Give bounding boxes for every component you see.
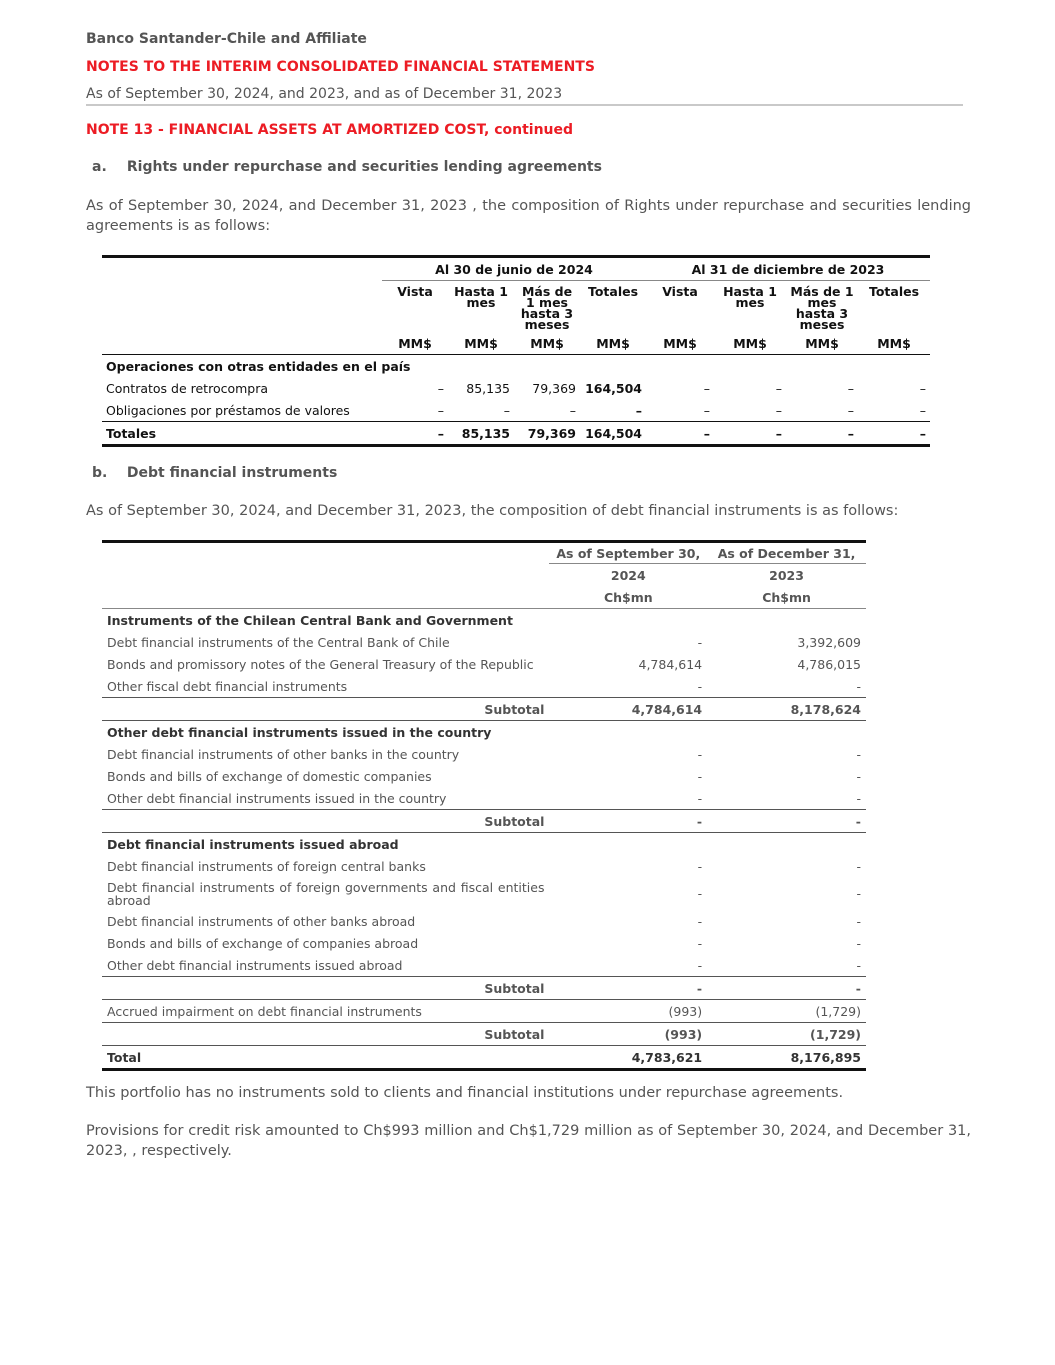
group-title: Debt financial instruments issued abroad	[107, 836, 399, 852]
group-row	[102, 833, 866, 856]
cell: 79,369	[532, 380, 576, 396]
cell: –	[919, 402, 926, 418]
cell: -	[697, 768, 703, 784]
header-spacer	[102, 257, 382, 281]
notes-title: NOTES TO THE INTERIM CONSOLIDATED FINANCIAL STATEMENTS	[86, 59, 595, 75]
cell: –	[775, 402, 782, 418]
cell: –	[703, 380, 710, 396]
col-hasta-1-mes: Hasta 1 mes	[723, 284, 777, 310]
subtotal-row	[102, 1023, 866, 1046]
cell: 4,784,614	[549, 698, 707, 721]
cell: 3,392,609	[797, 634, 861, 650]
cell: 4,784,614	[638, 656, 703, 672]
section-b-title: Debt financial instruments	[126, 465, 338, 481]
cell: -	[697, 858, 703, 874]
row-label: Bonds and bills of exchange of companies abroad	[107, 935, 419, 951]
cell: -	[856, 858, 861, 874]
unit-label: MM$	[858, 332, 930, 355]
header-divider	[86, 104, 963, 106]
col-mas-1-mes: Más de 1 mes hasta 3 meses	[790, 284, 854, 332]
row-label: Other debt financial instruments issued in the country	[107, 790, 447, 806]
table-row	[102, 910, 866, 932]
table-row	[102, 765, 866, 787]
section-row	[102, 355, 930, 378]
unit-label: MM$	[646, 332, 714, 355]
cell: –	[646, 422, 714, 446]
unit-label: MM$	[786, 332, 858, 355]
header-spacer	[102, 332, 382, 355]
cell: 8,176,895	[707, 1046, 866, 1070]
col-hasta-1-mes: Hasta 1 mes	[454, 284, 508, 310]
subtotal-row	[102, 977, 866, 1000]
table-row	[102, 855, 866, 877]
cell: –	[382, 422, 448, 446]
cell: -	[707, 810, 866, 833]
table-row	[102, 377, 930, 399]
cell: -	[856, 746, 861, 762]
group-row	[102, 721, 866, 744]
col-dec-year: 2023	[769, 567, 804, 583]
cell: –	[635, 402, 642, 418]
cell: (1,729)	[707, 1023, 866, 1046]
cell: -	[697, 957, 703, 973]
header-spacer	[102, 542, 549, 564]
section-a-title: Rights under repurchase and securities lending agreements	[126, 159, 602, 175]
unit-label: MM$	[382, 332, 448, 355]
row-label: Bonds and bills of exchange of domestic companies	[107, 768, 432, 784]
cell: 164,504	[585, 380, 642, 396]
col-sep-header: As of September 30,	[549, 542, 707, 564]
section-b-intro: As of September 30, 2024, and December 31, 2023, the composition of debt financial instruments is as follows:	[86, 503, 899, 519]
cell: -	[697, 935, 703, 951]
row-label: Debt financial instruments of foreign central banks	[107, 858, 426, 874]
cell: -	[856, 913, 861, 929]
section-a-heading	[86, 159, 602, 175]
col-totales: Totales	[868, 284, 920, 299]
cell: (993)	[668, 1003, 703, 1019]
cell: –	[775, 380, 782, 396]
subtotal-label: Subtotal	[102, 977, 549, 1000]
company-name: Banco Santander-Chile and Affiliate	[86, 31, 367, 47]
cell: –	[437, 402, 444, 418]
group-2024-header: Al 30 de junio de 2024	[382, 257, 646, 281]
note-title: NOTE 13 - FINANCIAL ASSETS AT AMORTIZED COST, continued	[86, 122, 574, 138]
row-label: Other debt financial instruments issued abroad	[107, 957, 403, 973]
cell: –	[919, 380, 926, 396]
unit-label: MM$	[514, 332, 580, 355]
cell: –	[503, 402, 510, 418]
total-row	[102, 1046, 866, 1070]
section-a-letter: a.	[92, 159, 107, 175]
table-row	[102, 653, 866, 675]
cell: –	[437, 380, 444, 396]
cell: –	[847, 402, 854, 418]
table-row	[102, 954, 866, 977]
subtotal-row	[102, 810, 866, 833]
cell: -	[707, 977, 866, 1000]
row-label: Debt financial instruments of foreign governments and fiscal entities abroad	[107, 879, 545, 908]
cell: -	[549, 810, 707, 833]
cell: -	[697, 634, 703, 650]
cell: 164,504	[580, 422, 646, 446]
section-b-heading	[86, 465, 337, 481]
cell: -	[549, 977, 707, 1000]
row-label: Debt financial instruments of other banks abroad	[107, 913, 416, 929]
subtotal-label: Subtotal	[102, 1023, 549, 1046]
unit-label: Ch$mn	[707, 586, 866, 609]
unit-label: MM$	[580, 332, 646, 355]
cell: -	[697, 678, 703, 694]
cell: –	[786, 422, 858, 446]
section-b-letter: b.	[92, 465, 108, 481]
subtotal-label: Subtotal	[102, 810, 549, 833]
row-label: Other fiscal debt financial instruments	[107, 678, 348, 694]
cell: 79,369	[514, 422, 580, 446]
cell: –	[714, 422, 786, 446]
cell: -	[856, 768, 861, 784]
row-label: Obligaciones por préstamos de valores	[106, 402, 350, 418]
group-title: Other debt financial instruments issued in the country	[107, 724, 492, 740]
col-sep-year: 2024	[610, 567, 646, 583]
table-row	[102, 743, 866, 765]
unit-label: Ch$mn	[549, 586, 707, 609]
report-date: As of September 30, 2024, and 2023, and as of December 31, 2023	[86, 86, 563, 102]
table-row	[102, 877, 866, 910]
header-spacer	[102, 281, 382, 333]
cell: -	[856, 957, 861, 973]
row-label: Debt financial instruments of the Central Bank of Chile	[107, 634, 450, 650]
impairment-row	[102, 1000, 866, 1023]
row-label: Contratos de retrocompra	[106, 380, 269, 396]
cell: –	[847, 380, 854, 396]
total-row	[102, 422, 930, 446]
group-2023-header: Al 31 de diciembre de 2023	[646, 257, 930, 281]
table-row	[102, 932, 866, 954]
cell: -	[697, 913, 703, 929]
table-row	[102, 399, 930, 422]
cell: 85,135	[466, 380, 510, 396]
debt-instruments-table	[102, 540, 866, 1071]
row-label: Accrued impairment on debt financial instruments	[107, 1003, 422, 1019]
total-label: Total	[102, 1046, 549, 1070]
group-title: Instruments of the Chilean Central Bank and Government	[107, 612, 513, 628]
table-row	[102, 787, 866, 810]
note-provisions: Provisions for credit risk amounted to Ch$993 million and Ch$1,729 million as of September 30, 2024, and December 31, 2023, , respectively.	[86, 1123, 971, 1159]
repurchase-table	[102, 255, 930, 447]
subtotal-row	[102, 698, 866, 721]
cell: -	[856, 886, 861, 901]
unit-label: MM$	[714, 332, 786, 355]
note-repurchase: This portfolio has no instruments sold to clients and financial institutions under repurchase agreements.	[86, 1085, 844, 1101]
col-totales: Totales	[587, 284, 639, 299]
table-row	[102, 631, 866, 653]
row-label: Debt financial instruments of other banks in the country	[107, 746, 460, 762]
cell: -	[856, 790, 861, 806]
cell: –	[858, 422, 930, 446]
cell: -	[856, 678, 861, 694]
table-row	[102, 675, 866, 698]
total-label: Totales	[102, 422, 382, 446]
col-dec-header: As of December 31,	[707, 542, 866, 564]
cell: -	[856, 935, 861, 951]
header-spacer	[102, 564, 549, 587]
cell: -	[697, 886, 703, 901]
subtotal-label: Subtotal	[102, 698, 549, 721]
cell: 8,178,624	[707, 698, 866, 721]
cell: -	[697, 746, 703, 762]
cell: –	[569, 402, 576, 418]
section-label: Operaciones con otras entidades en el país	[106, 358, 411, 374]
section-a-intro: As of September 30, 2024, and December 31, 2023 , the composition of Rights under repurchase and securities lending agreements is as follows:	[86, 198, 971, 234]
col-vista: Vista	[397, 284, 433, 299]
unit-label: MM$	[448, 332, 514, 355]
cell: -	[697, 790, 703, 806]
cell: 4,783,621	[549, 1046, 707, 1070]
cell: 4,786,015	[797, 656, 861, 672]
cell: (993)	[549, 1023, 707, 1046]
cell: (1,729)	[815, 1003, 861, 1019]
col-mas-1-mes: Más de 1 mes hasta 3 meses	[520, 284, 574, 332]
cell: –	[703, 402, 710, 418]
header-spacer	[102, 586, 549, 609]
col-vista: Vista	[662, 284, 698, 299]
group-row	[102, 609, 866, 632]
cell: 85,135	[448, 422, 514, 446]
row-label: Bonds and promissory notes of the General Treasury of the Republic	[107, 656, 534, 672]
